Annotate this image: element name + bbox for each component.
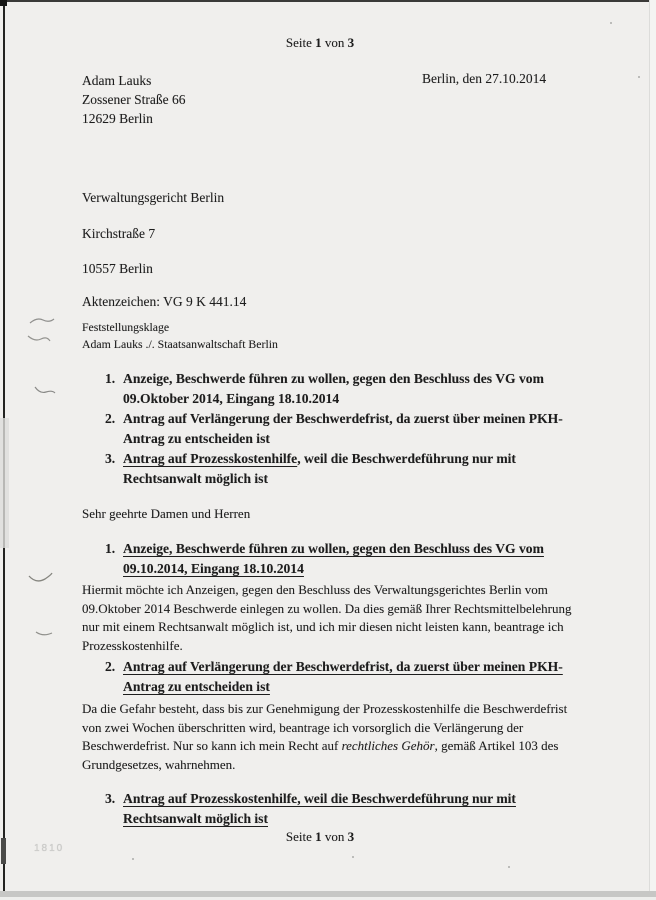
section-2-body <box>82 700 582 774</box>
section-1-body: Hiermit möchte ich Anzeigen, gegen den Beschluss des Verwaltungsgerichtes Berlin vom 09.Oktober 2014 Beschwerde einlegen zu wollen. Da dies gemäß Ihrer Rechtsmittelbelehrung nur mit einem Rechtsanwalt möglich ist, und ich mir diesen nicht leisten kann, beantrage ich Prozesskostenhilfe. <box>82 582 572 653</box>
section-heading-text: Antrag auf Verlängerung der Beschwerdefrist, da zuerst über meinen PKH-Antrag zu entscheiden ist <box>123 659 563 694</box>
request-text <box>123 449 573 489</box>
scan-speck <box>610 22 612 24</box>
margin-squiggle <box>26 570 54 585</box>
sender-name: Adam Lauks <box>82 73 152 88</box>
scan-speck <box>508 866 510 868</box>
recipient-street: Kirchstraße 7 <box>82 226 156 241</box>
request-item-1 <box>105 369 573 409</box>
page-word: Seite <box>285 35 312 50</box>
page-indicator-top <box>0 35 640 51</box>
request-number: 1. <box>105 371 116 386</box>
section-2-body-text-after: , gemäß Artikel 103 des Grundgesetzes, wahrnehmen. <box>82 738 559 772</box>
section-2-body-italic: rechtliches Gehör <box>341 738 435 754</box>
total-page-number: 3 <box>347 35 355 50</box>
section-number: 2. <box>105 659 116 674</box>
current-page-number: 1 <box>315 35 322 50</box>
scan-speck <box>638 76 640 78</box>
subject-line-1: Feststellungsklage <box>82 320 170 334</box>
scan-speck <box>352 856 354 858</box>
request-list <box>105 369 573 489</box>
scan-right-edge-band <box>650 0 656 900</box>
case-reference: Aktenzeichen: VG 9 K 441.14 <box>82 294 247 309</box>
section-number: 1. <box>105 541 116 556</box>
section-number: 3. <box>105 791 116 806</box>
margin-squiggle <box>34 628 54 638</box>
scan-border-top <box>0 0 656 2</box>
of-word: von <box>324 829 345 844</box>
page-indicator-bottom <box>0 829 640 845</box>
scan-shadow-streak <box>0 418 9 548</box>
section-2-body-text: Da die Gefahr besteht, dass bis zur Genehmigung der Prozesskostenhilfe die Beschwerdefrist von zwei Wochen überschritten wird, beantrage ich vorsorglich die Verlängerung der Beschwerdefrist. Nur so kann ich mein Recht auf <box>82 701 568 754</box>
section-heading-text: Antrag auf Prozesskostenhilfe, weil die Beschwerdeführung nur mit Rechtsanwalt möglich ist <box>123 791 516 826</box>
margin-squiggle <box>26 333 52 344</box>
page-word: Seite <box>285 829 312 844</box>
subject-line-2: Adam Lauks ./. Staatsanwaltschaft Berlin <box>82 337 278 351</box>
request-text: Antrag auf Verlängerung der Beschwerdefrist, da zuerst über meinen PKH-Antrag zu entscheiden ist <box>123 411 563 446</box>
request-item-3 <box>105 449 573 489</box>
current-page-number: 1 <box>315 829 322 844</box>
section-1-heading <box>105 539 573 579</box>
margin-squiggle <box>33 383 57 396</box>
sender-city: 12629 Berlin <box>82 111 153 126</box>
salutation: Sehr geehrte Damen und Herren <box>82 506 251 521</box>
faint-stamp: 1810 <box>34 843 65 854</box>
of-word: von <box>324 35 345 50</box>
total-page-number: 3 <box>347 829 355 844</box>
sender-street: Zossener Straße 66 <box>82 92 186 107</box>
request-text-underlined: Antrag auf Prozesskostenhilfe <box>123 451 298 466</box>
margin-squiggle <box>28 315 56 327</box>
subject-block <box>82 319 278 353</box>
request-number: 3. <box>105 451 116 466</box>
sender-address-block <box>82 71 185 128</box>
section-3-heading <box>105 789 573 829</box>
scan-speck <box>132 858 134 860</box>
date-line: Berlin, den 27.10.2014 <box>422 71 547 86</box>
request-item-2 <box>105 409 573 449</box>
request-number: 2. <box>105 411 116 426</box>
section-heading-text: Anzeige, Beschwerde führen zu wollen, gegen den Beschluss des VG vom 09.10.2014, Eingang 18.10.2014 <box>123 541 544 576</box>
recipient-name: Verwaltungsgericht Berlin <box>82 190 225 205</box>
recipient-city: 10557 Berlin <box>82 261 153 276</box>
scan-corner-mark <box>0 0 7 6</box>
request-text-rest: , weil die Beschwerdeführung nur mit Rechtsanwalt möglich ist <box>123 451 516 486</box>
section-2-heading <box>105 657 573 697</box>
request-text: Anzeige, Beschwerde führen zu wollen, gegen den Beschluss des VG vom 09.Oktober 2014, Eingang 18.10.2014 <box>123 371 544 406</box>
